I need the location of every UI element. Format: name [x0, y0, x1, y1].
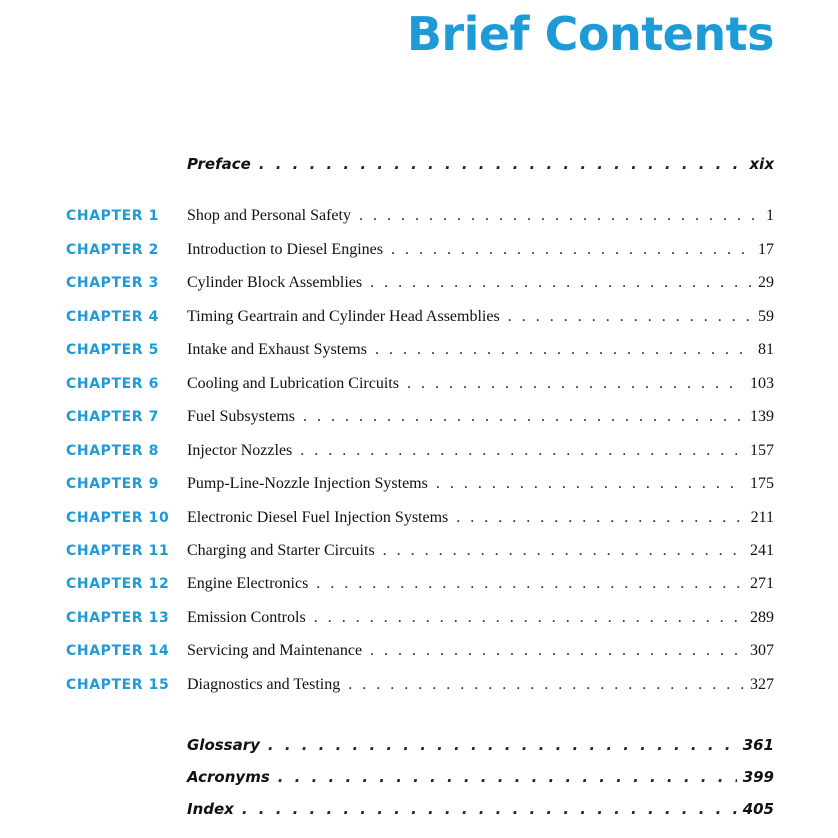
- entry-title: Diagnostics and Testing: [187, 676, 341, 693]
- chapter-label: CHAPTER 3: [66, 275, 159, 291]
- entry-page: xix: [749, 155, 774, 173]
- chapter-label: CHAPTER 9: [66, 476, 159, 492]
- chapter-label: CHAPTER 15: [66, 677, 170, 693]
- entry-title: Servicing and Maintenance: [187, 642, 363, 659]
- entry-page: 271: [750, 575, 774, 592]
- entry-title: Cooling and Lubrication Circuits: [187, 375, 399, 392]
- entry-title: Engine Electronics: [187, 575, 309, 592]
- toc-row-chapter-2[interactable]: [66, 241, 774, 265]
- chapter-label: CHAPTER 10: [66, 510, 170, 526]
- entry-title: Introduction to Diesel Engines: [187, 241, 383, 258]
- toc-row-chapter-15[interactable]: [66, 676, 774, 700]
- dot-leader: [259, 155, 744, 173]
- entry-page: 307: [750, 642, 774, 659]
- entry-page: 175: [750, 475, 774, 492]
- dot-leader: [383, 542, 744, 560]
- dot-leader: [348, 676, 744, 694]
- toc-row-acronyms[interactable]: [66, 768, 774, 792]
- dot-leader: [370, 274, 752, 292]
- toc-row-preface[interactable]: [66, 155, 774, 179]
- chapter-label: CHAPTER 1: [66, 208, 159, 224]
- toc-row-chapter-7[interactable]: [66, 408, 774, 432]
- toc-row-chapter-3[interactable]: [66, 274, 774, 298]
- toc-row-chapter-12[interactable]: [66, 575, 774, 599]
- toc-row-index[interactable]: [66, 800, 774, 824]
- chapter-label: CHAPTER 12: [66, 576, 170, 592]
- entry-page: 29: [758, 274, 774, 291]
- toc-row-chapter-9[interactable]: [66, 475, 774, 499]
- entry-page: 361: [742, 736, 774, 754]
- toc-row-glossary[interactable]: [66, 736, 774, 760]
- dot-leader: [316, 575, 744, 593]
- chapter-label: CHAPTER 8: [66, 443, 159, 459]
- dot-leader: [300, 442, 744, 460]
- dot-leader: [508, 308, 752, 326]
- dot-leader: [436, 475, 744, 493]
- entry-title: Glossary: [187, 736, 260, 754]
- dot-leader: [391, 241, 752, 259]
- dot-leader: [456, 509, 744, 527]
- entry-page: 139: [750, 408, 774, 425]
- entry-title: Electronic Diesel Fuel Injection Systems: [187, 509, 449, 526]
- chapter-label: CHAPTER 5: [66, 342, 159, 358]
- entry-title: Intake and Exhaust Systems: [187, 341, 367, 358]
- dot-leader: [242, 800, 737, 818]
- toc-row-chapter-13[interactable]: [66, 609, 774, 633]
- dot-leader: [268, 736, 737, 754]
- toc-row-chapter-11[interactable]: [66, 542, 774, 566]
- entry-page: 241: [750, 542, 774, 559]
- entry-title: Cylinder Block Assemblies: [187, 274, 363, 291]
- toc-row-chapter-14[interactable]: [66, 642, 774, 666]
- chapter-label: CHAPTER 14: [66, 643, 170, 659]
- entry-title: Emission Controls: [187, 609, 306, 626]
- toc-row-chapter-1[interactable]: [66, 207, 774, 231]
- entry-title: Index: [187, 800, 234, 818]
- entry-title: Acronyms: [187, 768, 270, 786]
- entry-page: 327: [750, 676, 774, 693]
- chapter-label: CHAPTER 6: [66, 376, 159, 392]
- entry-title: Preface: [187, 155, 251, 173]
- entry-title: Timing Geartrain and Cylinder Head Assemblies: [187, 308, 500, 325]
- entry-title: Charging and Starter Circuits: [187, 542, 375, 559]
- chapter-label: CHAPTER 11: [66, 543, 170, 559]
- entry-title: Shop and Personal Safety: [187, 207, 351, 224]
- entry-title: Injector Nozzles: [187, 442, 293, 459]
- dot-leader: [407, 375, 744, 393]
- entry-title: Fuel Subsystems: [187, 408, 296, 425]
- dot-leader: [278, 768, 737, 786]
- dot-leader: [370, 642, 744, 660]
- entry-page: 157: [750, 442, 774, 459]
- dot-leader: [314, 609, 744, 627]
- toc-row-chapter-4[interactable]: [66, 308, 774, 332]
- chapter-label: CHAPTER 2: [66, 242, 159, 258]
- entry-page: 103: [750, 375, 774, 392]
- toc-row-chapter-10[interactable]: [66, 509, 774, 533]
- entry-page: 211: [750, 509, 774, 526]
- page-title: Brief Contents: [406, 7, 774, 61]
- dot-leader: [375, 341, 752, 359]
- toc-row-chapter-6[interactable]: [66, 375, 774, 399]
- entry-title: Pump-Line-Nozzle Injection Systems: [187, 475, 428, 492]
- dot-leader: [303, 408, 744, 426]
- entry-page: 399: [742, 768, 774, 786]
- toc-row-chapter-5[interactable]: [66, 341, 774, 365]
- chapter-label: CHAPTER 13: [66, 610, 170, 626]
- entry-page: 59: [758, 308, 774, 325]
- chapter-label: CHAPTER 7: [66, 409, 159, 425]
- entry-page: 81: [758, 341, 774, 358]
- entry-page: 289: [750, 609, 774, 626]
- entry-page: 1: [766, 207, 774, 224]
- toc-row-chapter-8[interactable]: [66, 442, 774, 466]
- chapter-label: CHAPTER 4: [66, 309, 159, 325]
- entry-page: 17: [758, 241, 774, 258]
- entry-page: 405: [742, 800, 774, 818]
- dot-leader: [359, 207, 760, 225]
